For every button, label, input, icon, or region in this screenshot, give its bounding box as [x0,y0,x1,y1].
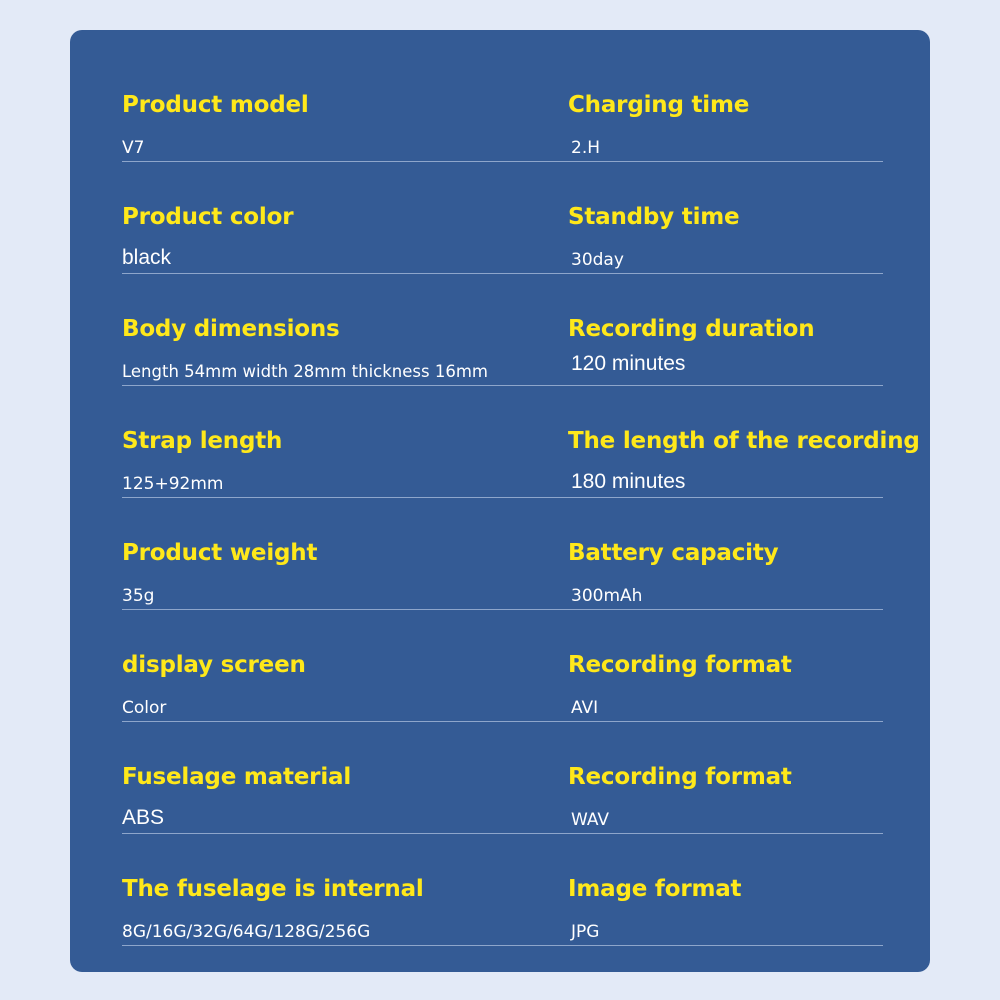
spec-value: 125+92mm [122,474,224,494]
spec-cell [568,274,928,385]
spec-row [122,274,883,386]
spec-value: 8G/16G/32G/64G/128G/256G [122,922,371,942]
spec-label: Charging time [568,92,750,118]
spec-label: Recording format [568,764,792,790]
spec-row [122,498,883,610]
spec-label: Recording duration [568,316,815,342]
spec-value: WAV [571,810,610,830]
spec-label: Fuselage material [122,764,352,790]
spec-value: V7 [122,138,145,158]
spec-cell [568,722,928,833]
spec-label: Product model [122,92,309,118]
spec-label: display screen [122,652,306,678]
spec-value: 120 minutes [571,352,686,375]
spec-label: Image format [568,876,742,902]
spec-label: Recording format [568,652,792,678]
spec-value: 35g [122,586,155,606]
spec-label: The length of the recording [568,428,920,454]
spec-label: Body dimensions [122,316,340,342]
spec-value: black [122,246,172,269]
spec-cell [122,386,562,497]
spec-label: Product weight [122,540,318,566]
spec-cell [122,722,562,833]
spec-row [122,610,883,722]
spec-value: 300mAh [571,586,643,606]
spec-value: 180 minutes [571,470,686,493]
spec-value: Color [122,698,167,718]
spec-value: 2.H [571,138,601,158]
spec-cell [568,610,928,721]
spec-row [122,50,883,162]
spec-cell [122,610,562,721]
spec-value: JPG [571,922,600,942]
spec-cell [122,274,562,385]
spec-cell [568,834,928,945]
spec-cell [122,834,562,945]
spec-cell [568,498,928,609]
spec-cell [568,50,928,161]
spec-value: AVI [571,698,599,718]
spec-label: Product color [122,204,294,230]
spec-row [122,722,883,834]
spec-value: ABS [122,806,165,829]
spec-value: 30day [571,250,624,270]
spec-row [122,386,920,498]
spec-cell [122,50,562,161]
spec-cell [568,162,928,273]
spec-cell [568,386,928,497]
spec-card [70,30,930,972]
spec-value: Length 54mm width 28mm thickness 16mm [122,362,488,381]
spec-cell [122,162,562,273]
spec-label: Strap length [122,428,283,454]
spec-row [122,834,883,946]
spec-row [122,162,883,274]
spec-label: Standby time [568,204,740,230]
spec-label: Battery capacity [568,540,779,566]
spec-cell [122,498,562,609]
spec-label: The fuselage is internal [122,876,424,902]
